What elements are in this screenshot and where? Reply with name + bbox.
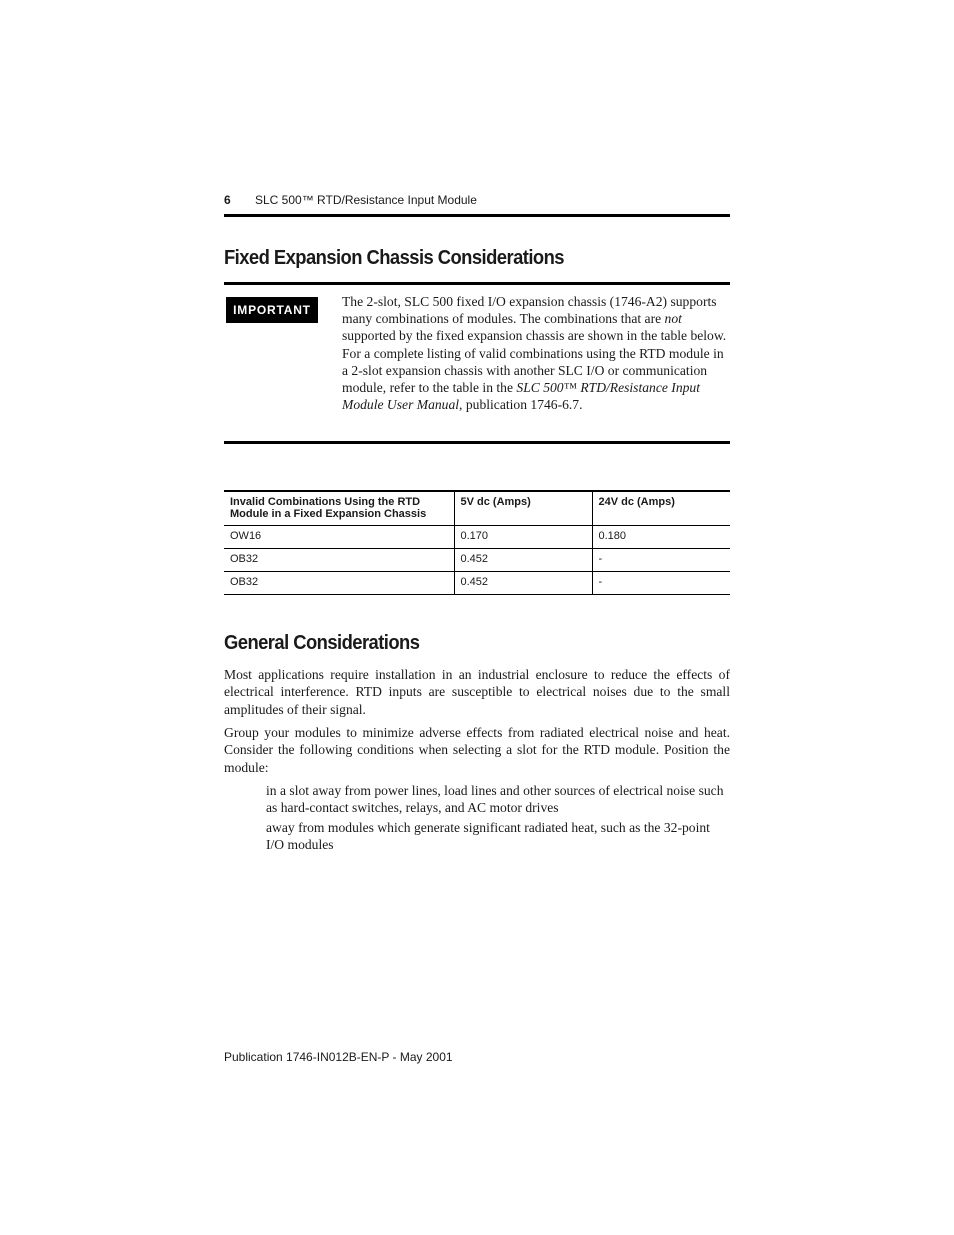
table-row [224, 571, 730, 594]
table-cell: 0.170 [454, 525, 592, 548]
paragraph: Group your modules to minimize adverse effects from radiated electrical noise and heat. Consider the following conditions when selecting a slot for the RTD module. Position the module: [224, 725, 730, 775]
table-row [224, 525, 730, 548]
table-row [224, 548, 730, 571]
table-cell: OB32 [224, 548, 454, 571]
running-title: SLC 500™ RTD/Resistance Input Module [255, 193, 477, 207]
page-header [224, 191, 730, 217]
important-badge: IMPORTANT [226, 297, 318, 323]
table-header-cell: Invalid Combinations Using the RTD Module in a Fixed Expansion Chassis [224, 491, 454, 525]
page-number: 6 [224, 193, 231, 207]
table-cell: 0.452 [454, 548, 592, 571]
invalid-combinations-table [224, 490, 730, 595]
important-note-text: The 2-slot, SLC 500 fixed I/O expansion chassis (1746-A2) supports many combinations of modules. The combinations that are not supported by the fixed expansion chassis are shown in the table below. For a complete listing of valid combinations using the RTD module in a 2-slot expansion chassis with another SLC I/O or communication module, refer to the table in the SLC 500™ RTD/Resistance Input Module User Manual, publication 1746-6.7. [342, 294, 727, 413]
paragraph: Most applications require installation in an industrial enclosure to reduce the effects of electrical interference. RTD inputs are susceptible to electrical noises due to the small amplitudes of their signal. [224, 667, 730, 717]
important-note [224, 282, 730, 444]
table-header-cell: 24V dc (Amps) [592, 491, 730, 525]
table-cell: - [592, 548, 730, 571]
table-cell: 0.452 [454, 571, 592, 594]
table-cell: OB32 [224, 571, 454, 594]
table-header-row [224, 491, 730, 525]
section-heading-fixed-expansion: Fixed Expansion Chassis Considerations [224, 247, 564, 269]
table-cell: 0.180 [592, 525, 730, 548]
section-heading-general: General Considerations [224, 632, 420, 654]
table-header-cell: 5V dc (Amps) [454, 491, 592, 525]
list-item: away from modules which generate significant radiated heat, such as the 32-point I/O modules [266, 820, 710, 853]
table-cell: - [592, 571, 730, 594]
table-cell: OW16 [224, 525, 454, 548]
list-item: in a slot away from power lines, load lines and other sources of electrical noise such as hard-contact switches, relays, and AC motor drives [266, 783, 724, 816]
publication-footer: Publication 1746-IN012B-EN-P - May 2001 [224, 1050, 453, 1064]
